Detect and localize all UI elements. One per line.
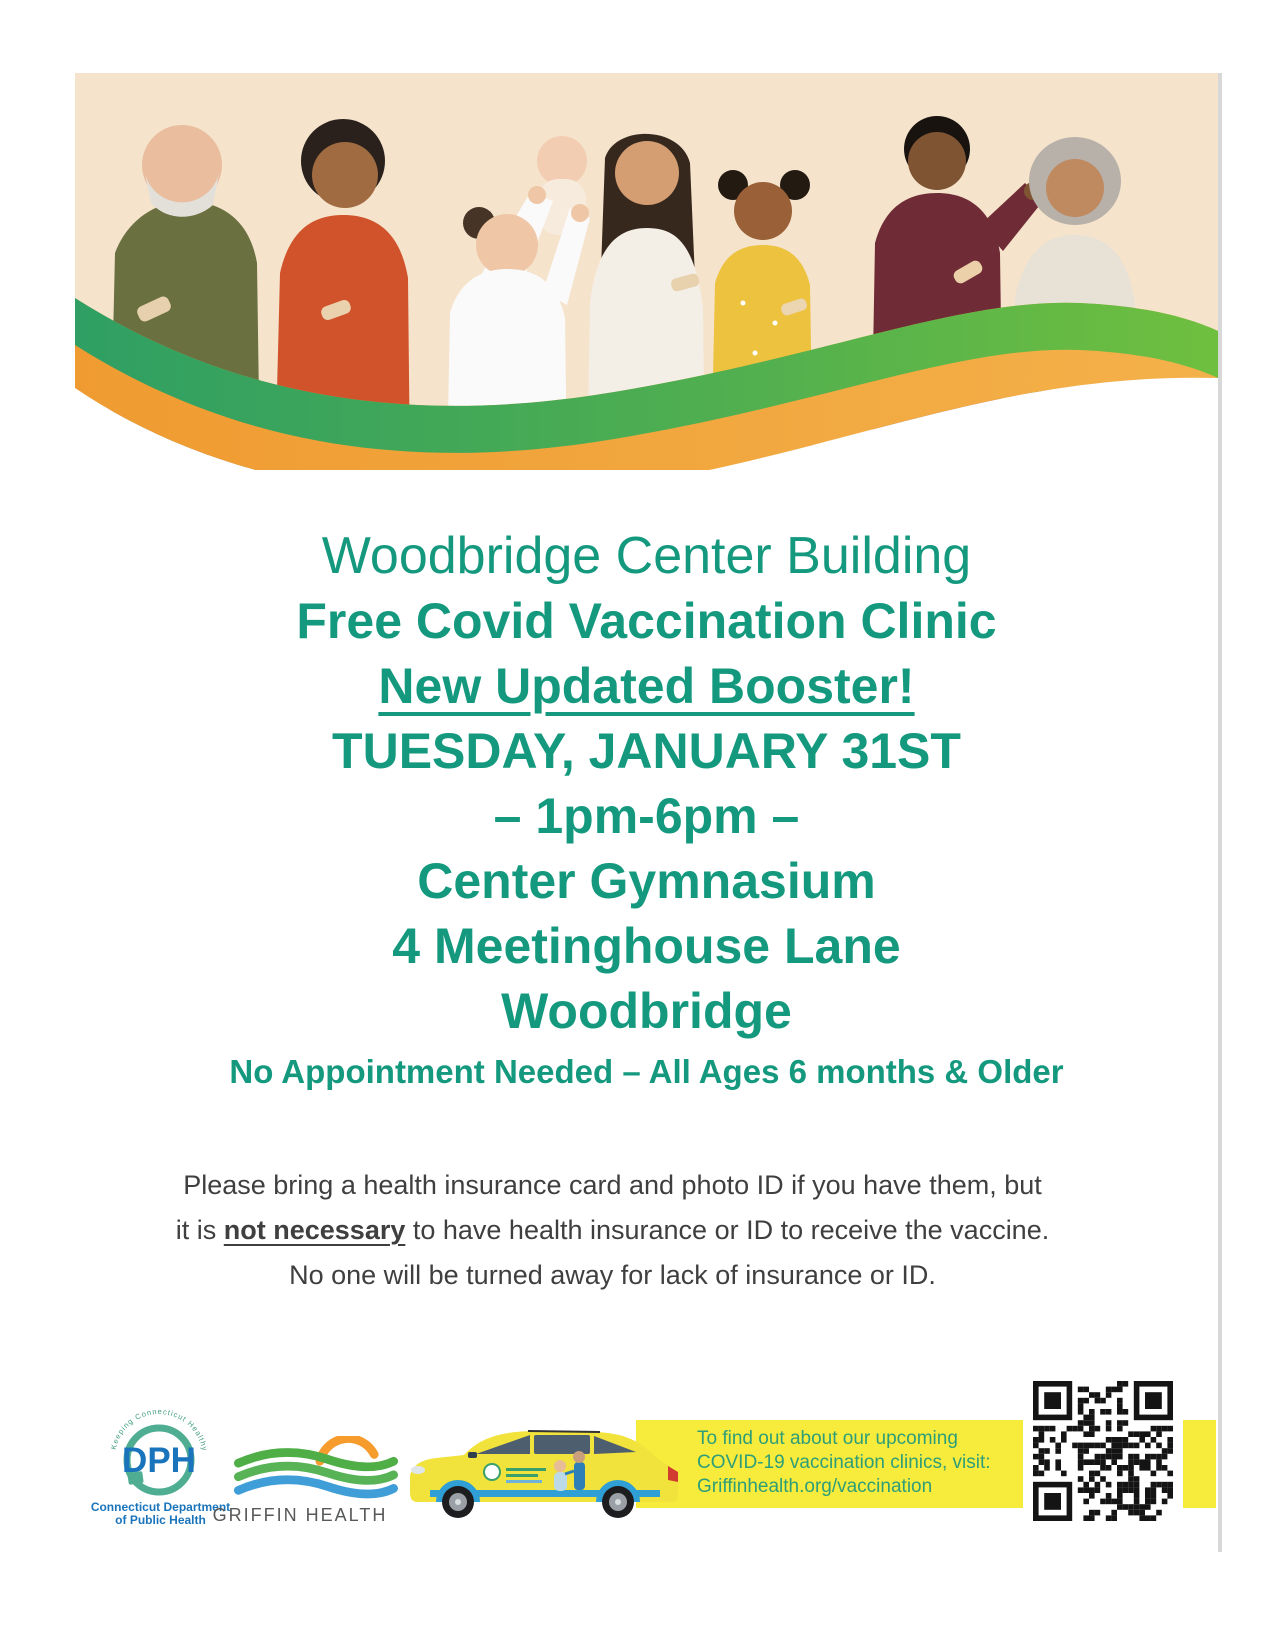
headline-title: Free Covid Vaccination Clinic [296, 593, 997, 649]
car-roof-rail [528, 1431, 600, 1432]
insurance-note [40, 1163, 1185, 1298]
flyer-right-edge-line [1218, 73, 1222, 1552]
headline-booster-text: New Updated Booster! [378, 658, 915, 714]
car-door-logo [484, 1464, 500, 1480]
note-line-2 [40, 1208, 1185, 1253]
headline-booster [75, 654, 1218, 719]
car-headlight [411, 1466, 425, 1474]
car-front-wheel [442, 1486, 474, 1518]
dph-arc-text: Keeping Connecticut Healthy [108, 1406, 210, 1453]
car-decal-text-3 [506, 1480, 542, 1483]
car-side-window [534, 1435, 590, 1454]
note-line-3: No one will be turned away for lack of insurance or ID. [289, 1260, 936, 1290]
banner-line-2: COVID-19 vaccination clinics, visit: [697, 1452, 991, 1473]
headline-location: Center Gymnasium [417, 853, 876, 909]
car-mirror [468, 1452, 477, 1458]
headline-venue: Woodbridge Center Building [321, 527, 972, 585]
banner-url: Griffinhealth.org/vaccination [697, 1476, 933, 1497]
headline-town: Woodbridge [501, 983, 792, 1039]
info-banner-text [697, 1427, 1027, 1499]
car-taillight [668, 1466, 678, 1482]
note-emphasis: not necessary [223, 1215, 406, 1245]
qr-code [1032, 1381, 1174, 1521]
note-line-2-pre: it is [175, 1215, 224, 1245]
headline-date: TUESDAY, JANUARY 31ST [332, 723, 961, 779]
note-line-2-post: to have health insurance or ID to receive the vaccine. [405, 1215, 1050, 1245]
people-photo-collage [75, 73, 1218, 470]
dph-logo [100, 1406, 218, 1500]
banner-line-1: To find out about our upcoming [697, 1428, 958, 1449]
griffin-health-name: GRIFFIN HEALTH [212, 1505, 388, 1525]
car-decal-text-2 [506, 1474, 538, 1477]
griffin-health-logo [228, 1436, 403, 1502]
note-line-1: Please bring a health insurance card and photo ID if you have them, but [183, 1170, 1042, 1200]
headline-subhead: No Appointment Needed – All Ages 6 months & Older [229, 1053, 1064, 1090]
headline-block [75, 524, 1218, 1092]
dph-caption-line-2: of Public Health [115, 1513, 206, 1527]
headline-address: 4 Meetinghouse Lane [392, 918, 901, 974]
dph-caption-line-1: Connecticut Department [90, 1500, 231, 1514]
car-decal-text-1 [506, 1468, 546, 1471]
headline-time: – 1pm-6pm – [493, 788, 800, 844]
dph-acronym: DPH [122, 1441, 196, 1480]
car-rear-wheel [602, 1486, 634, 1518]
vaccination-van-illustration [402, 1410, 694, 1522]
